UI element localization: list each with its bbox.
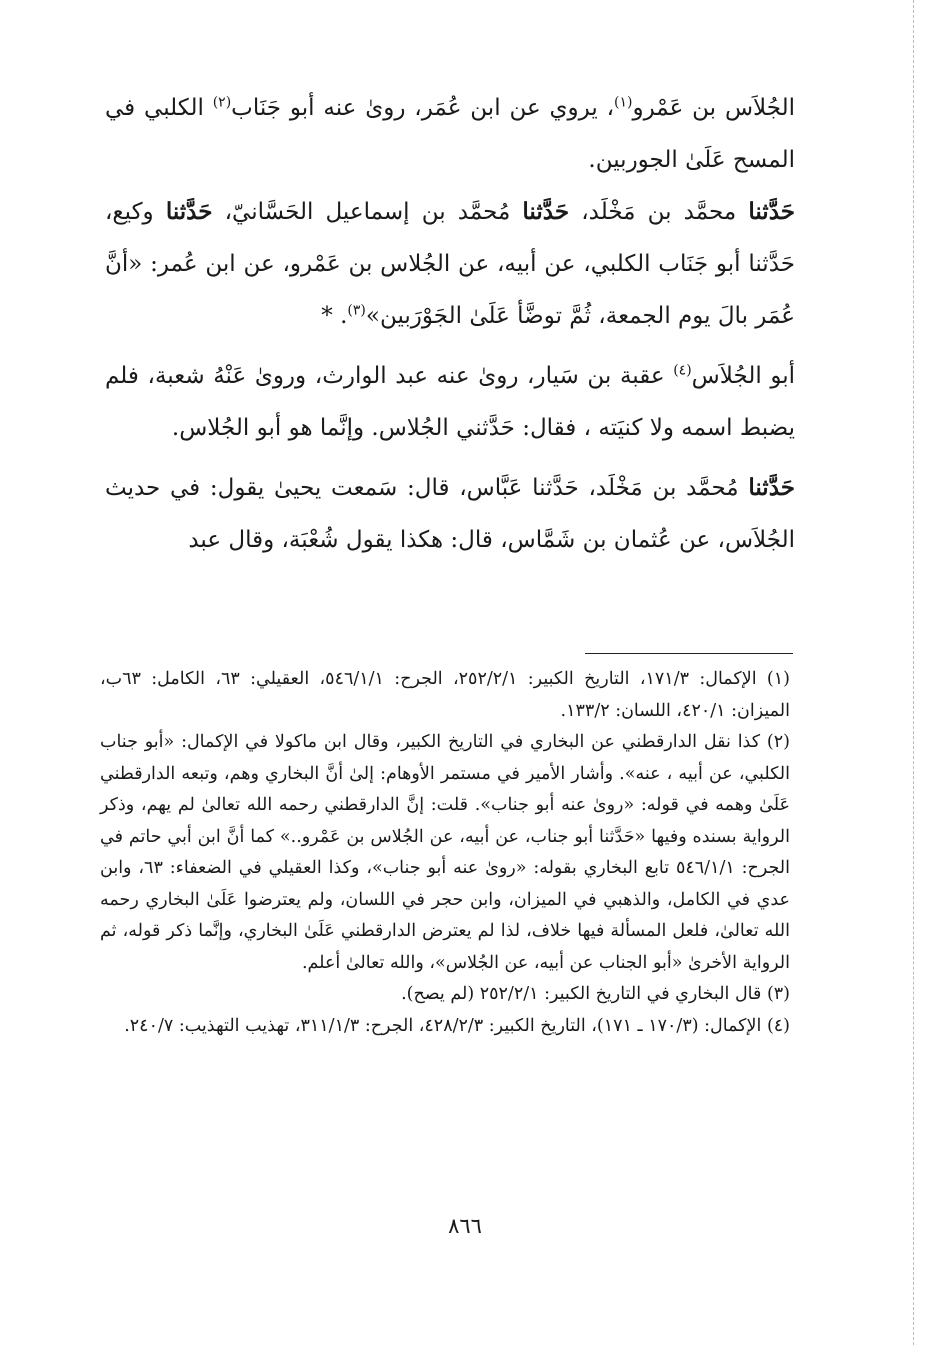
paragraph-4: حَدَّثنا مُحمَّد بن مَخْلَد، حَدَّثنا عَبَّاس، قال: سَمعت يحيىٰ يقول: في حديث الجُلاَس، عن عُثمان بن شَمَّاس، قال: هكذا يقول شُعْبَة، وقال عبد — [105, 474, 795, 553]
footnote-number: (٣) — [766, 984, 790, 1004]
footnotes — [100, 664, 790, 1042]
paragraph-3: أبو الجُلاَس$^{(٤)}$ عقبة بن سَيار، روىٰ عنه عبد الوارث، وروىٰ عَنْهُ شعبة، فلم يضبط اسمه ولا كنيَته ، فقال: حَدَّثني الجُلاس. وإنَّما هو أبو الجُلاس. — [105, 362, 796, 441]
footnote-number: (٤) — [766, 1015, 790, 1036]
footnote-ref-4[interactable]: (٤) — [673, 362, 692, 379]
footnote-number: (١) — [766, 669, 790, 689]
main-text — [105, 82, 795, 566]
paragraph-1: الجُلاَس بن عَمْرو$^{(١)}$، يروي عن ابن عُمَر، روىٰ عنه أبو جَنَاب$^{(٢)}$ الكلبي في المسح عَلَىٰ الجوربين. — [105, 94, 795, 173]
page-number: ٨٦٦ — [448, 1214, 482, 1238]
footnote-text: قال البخاري في التاريخ الكبير: ٢٥٢/٢/١ (لم يصح). — [401, 984, 762, 1004]
footnote-3 — [100, 979, 790, 1011]
footnote-text: كذا نقل الدارقطني عن البخاري في التاريخ الكبير، وقال ابن ماكولا في الإكمال: «أبو جناب الكلبي، عن أبيه ، عنه». وأشار الأمير في مستمر الأوهام: إلىٰ أنَّ البخاري وهم، وتبعه الدارقطني عَلَىٰ وهمه في قوله: «روىٰ عنه أبو جناب». قلت: إنَّ الدارقطني رحمه الله تعالىٰ لم يهم، وذكر الرواية بسنده وفيها «حَدَّثنا أبو جناب، عن أبيه، عن الجُلاس بن عَمْرو..» كما أنَّ ابن أبي حاتم في الجرح: ٥٤٦/١/١ تابع البخاري بقوله: «روىٰ عنه أبو جناب»، وكذا العقيلي في الضعفاء: ٦٣، وابن عدي في الكامل، والذهبي في الميزان، وابن حجر في اللسان، ولم يعترضوا عَلَىٰ البخاري رحمه الله تعالىٰ، فلعل المسألة فيها خلاف، لذا لم يعترض الدارقطني عَلَىٰ البخاري، وإنَّما ذكر قوله، ثم الرواية الأخرىٰ «أبو الجناب عن أبيه، عن الجُلاس»، والله تعالىٰ أعلم. — [100, 732, 791, 973]
paragraph-2: حَدَّثنا محمَّد بن مَخْلَد، حَدَّثنا مُحمَّد بن إسماعيل الحَسَّانيّ، حَدَّثنا وكيع، حَدَّثنا أبو جَنَاب الكلبي، عن أبيه، عن الجُلاس بن عَمْرو، عن ابن عُمر: «أنَّ عُمَر بالَ يوم الجمعة، ثُمَّ توضَّأ عَلَىٰ الجَوْرَبين»$^{(٣)}$. * — [105, 198, 795, 329]
footnote-4 — [100, 1011, 790, 1043]
footnote-ref-2[interactable]: (٢) — [212, 94, 232, 111]
footnote-text: الإكمال: (١٧٠/٣ ـ ١٧١)، التاريخ الكبير: ٤٢٨/٢/٣، الجرح: ٣١١/١/٣، تهذيب التهذيب: ٢٤٠/٧. — [124, 1015, 762, 1036]
footnote-2 — [100, 727, 790, 979]
footnote-ref-3[interactable]: (٣) — [347, 302, 366, 319]
footnote-1 — [100, 664, 790, 727]
footnote-number: (٢) — [766, 732, 790, 752]
footnote-separator — [585, 653, 793, 654]
scan-edge-line — [913, 0, 914, 1345]
footnote-ref-1[interactable]: (١) — [614, 94, 633, 111]
footnote-text: الإكمال: ١٧١/٣، التاريخ الكبير: ٢٥٢/٢/١، الجرح: ٥٤٦/١/١، العقيلي: ٦٣، الكامل: ٦٣ب، الميزان: ٤٢٠/١، اللسان: ١٣٣/٢. — [100, 669, 790, 721]
